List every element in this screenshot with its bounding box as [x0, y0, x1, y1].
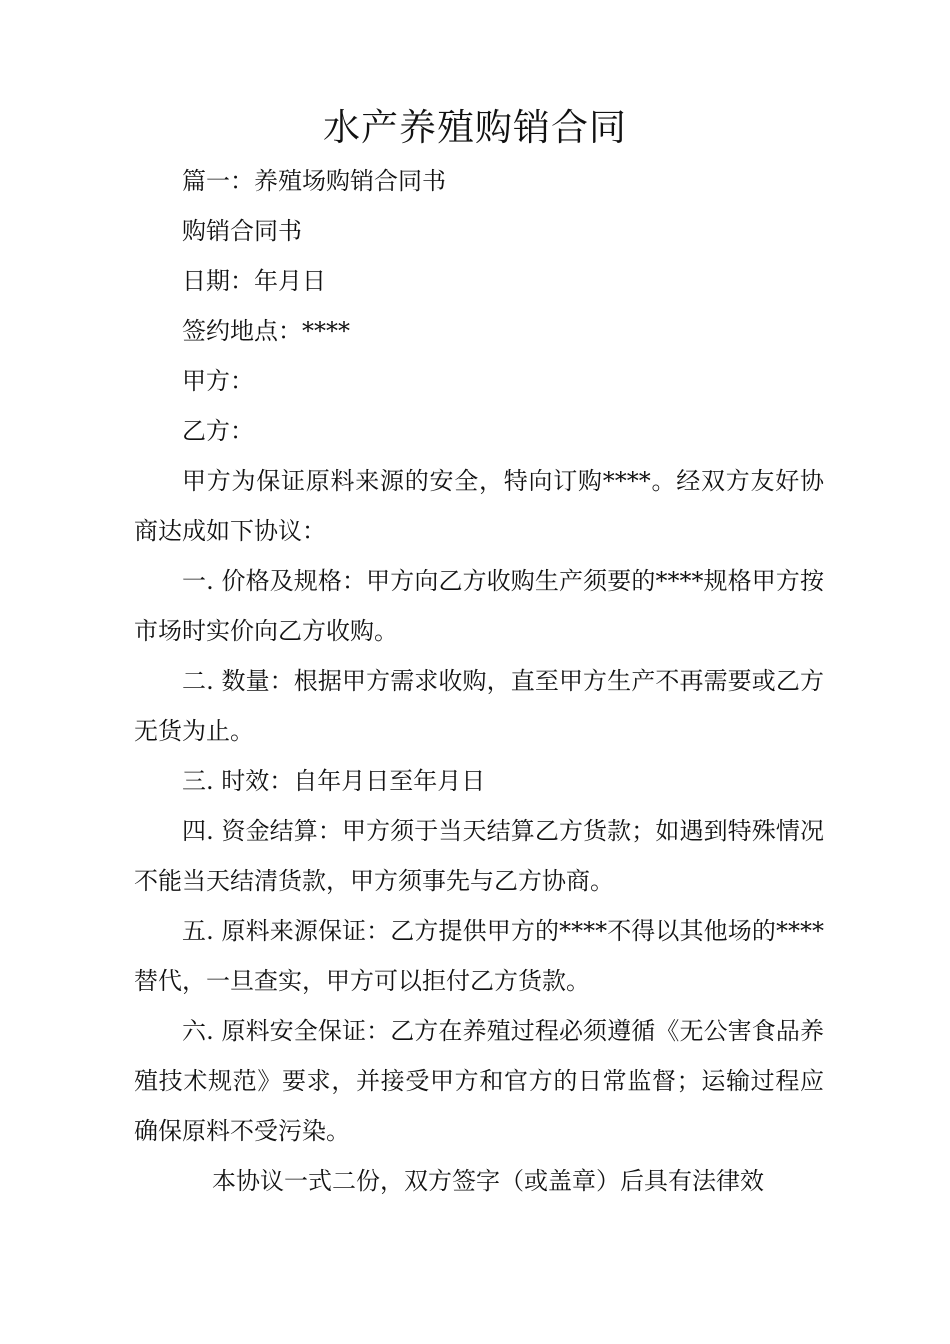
clause-price: 一. 价格及规格：甲方向乙方收购生产须要的****规格甲方按市场时实价向乙方收购。	[134, 567, 824, 645]
closing-paragraph: 本协议一式二份，双方签字（或盖章）后具有法律效	[212, 1167, 764, 1195]
party-a-line: 甲方：	[182, 367, 254, 395]
section-heading: 篇一：养殖场购销合同书	[182, 167, 446, 195]
clause-source-guarantee: 五. 原料来源保证：乙方提供甲方的****不得以其他场的****替代，一旦查实，甲方可以拒付乙方货款。	[134, 917, 824, 995]
clause-settlement: 四. 资金结算：甲方须于当天结算乙方货款；如遇到特殊情况不能当天结清货款，甲方须事先与乙方协商。	[134, 817, 824, 895]
preamble-paragraph: 甲方为保证原料来源的安全，特向订购****。经双方友好协商达成如下协议：	[134, 467, 824, 545]
clause-term: 三. 时效：自年月日至年月日	[182, 767, 486, 795]
contract-subtitle: 购销合同书	[182, 217, 302, 245]
document-body	[134, 156, 824, 1206]
document-title: 水产养殖购销合同	[323, 106, 627, 149]
clause-quantity: 二. 数量：根据甲方需求收购，直至甲方生产不再需要或乙方无货为止。	[134, 667, 824, 745]
party-b-line: 乙方：	[182, 417, 254, 445]
signing-location-line: 签约地点：****	[182, 317, 350, 345]
date-line: 日期：年月日	[182, 267, 326, 295]
clause-safety-guarantee: 六. 原料安全保证：乙方在养殖过程必须遵循《无公害食品养殖技术规范》要求，并接受甲方和官方的日常监督；运输过程应确保原料不受污染。	[134, 1017, 824, 1145]
